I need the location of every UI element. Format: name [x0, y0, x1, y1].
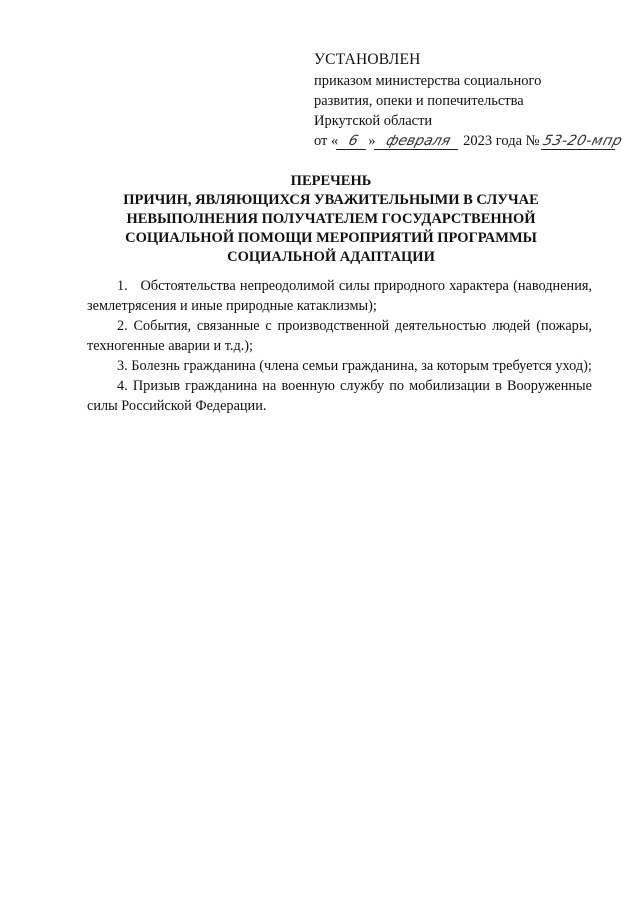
date-prefix: от « — [314, 133, 339, 149]
list-item: 4. Призыв гражданина на военную службу по мобилизации в Вооруженные силы Российской Федерации. — [87, 378, 592, 414]
approval-block — [314, 50, 624, 151]
date-year: 2023 года № — [459, 133, 544, 149]
list-item: 3. Болезнь гражданина (члена семьи гражданина, за которым требуется уход); — [117, 358, 592, 374]
approval-line: развития, опеки и попечительства — [314, 93, 524, 109]
list-item: 2. События, связанные с производственной деятельностью людей (пожары, техногенные аварии и т.д.); — [87, 318, 592, 354]
title-line: НЕВЫПОЛНЕНИЯ ПОЛУЧАТЕЛЕМ ГОСУДАРСТВЕННОЙ — [126, 211, 536, 227]
approval-line: Иркутской области — [314, 113, 433, 129]
document-title — [96, 172, 566, 267]
title-line: СОЦИАЛЬНОЙ ПОМОЩИ МЕРОПРИЯТИЙ ПРОГРАММЫ — [125, 230, 537, 246]
title-line: ПЕРЕЧЕНЬ — [290, 173, 372, 189]
date-mid: » — [368, 133, 376, 149]
document-body — [87, 276, 592, 416]
title-line: СОЦИАЛЬНОЙ АДАПТАЦИИ — [227, 249, 435, 265]
title-line: ПРИЧИН, ЯВЛЯЮЩИХСЯ УВАЖИТЕЛЬНЫМИ В СЛУЧАЕ — [123, 192, 539, 208]
handwritten-month: февраля — [373, 134, 461, 150]
approval-line: приказом министерства социального — [314, 73, 542, 89]
list-item: 1. Обстоятельства непреодолимой силы природного характера (наводнения, землетрясения и иные природные катаклизмы); — [87, 278, 592, 314]
handwritten-order-number: 53-20-мпр — [541, 133, 625, 149]
approval-date-line — [314, 131, 624, 151]
approval-heading: УСТАНОВЛЕН — [314, 51, 421, 68]
handwritten-day: 6 — [336, 134, 370, 150]
